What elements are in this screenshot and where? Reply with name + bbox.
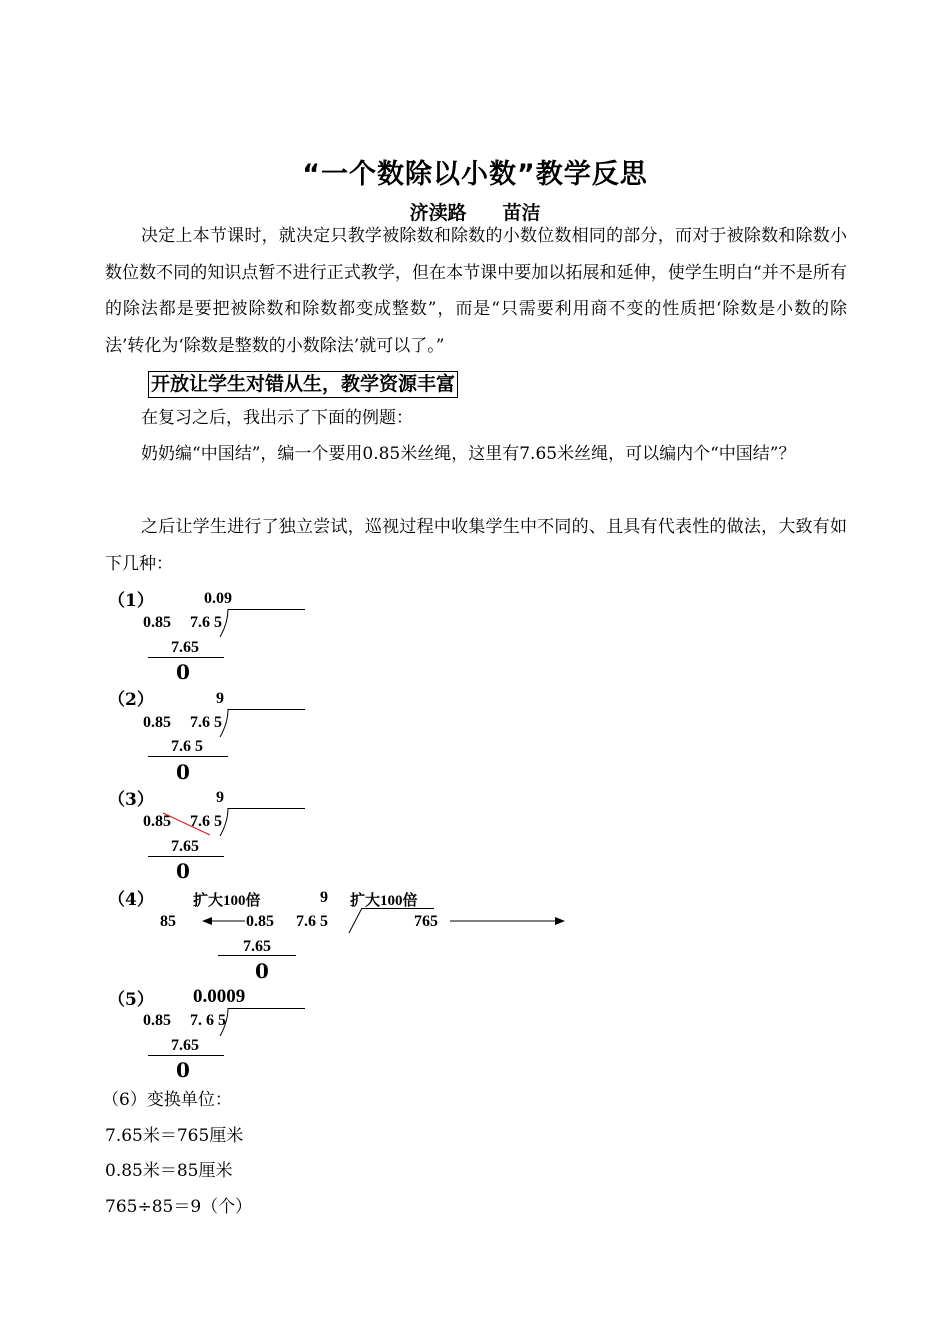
- author-name: 苗洁: [502, 202, 541, 224]
- division-bracket-1: [220, 609, 228, 637]
- division-bracket-5: [220, 1008, 228, 1036]
- document-title: “一个数除以小数”教学反思: [302, 159, 648, 190]
- intro-paragraph: 决定上本节课时，就决定只教学被除数和除数的小数位数相同的部分，而对于被除数和除数小数位数不同的知识点暂不进行正式教学，但在本节课中要加以拓展和延伸，使学生明白“并不是所有的除法都是要把被除数和除数都变成整数”，而是“只需要利用商不变的性质把‘除数是小数的除法’转化为‘除数是整数的小数除法’就可以了。”: [105, 226, 847, 356]
- dividend: 7.6 5: [296, 913, 328, 930]
- remainder: 0: [176, 859, 190, 883]
- dividend: 7. 6 5: [190, 1012, 226, 1029]
- divisor: 0.85: [143, 1012, 171, 1029]
- expansion-note-right: 扩大100倍: [350, 893, 418, 909]
- product: 7.6 5: [171, 738, 203, 755]
- remainder: 0: [255, 959, 269, 983]
- author-school: 济渎路: [409, 202, 467, 224]
- method-label: （1）: [108, 591, 154, 611]
- conversion-line-2: 0.85米＝85厘米: [105, 1161, 233, 1181]
- converted-dividend: 765: [414, 913, 438, 930]
- arrow-left-icon: [202, 917, 212, 925]
- remainder: 0: [176, 660, 190, 684]
- product: 7.65: [171, 1037, 199, 1054]
- expansion-note-left: 扩大100倍: [193, 893, 261, 909]
- division-result: 765÷85＝9（个）: [105, 1197, 253, 1217]
- dividend: 7.6 5: [190, 614, 222, 631]
- product: 7.65: [171, 639, 199, 656]
- division-bracket-3: [220, 808, 228, 836]
- strike-line: [163, 813, 210, 835]
- dividend: 7.6 5: [190, 714, 222, 731]
- paragraph-review: 在复习之后，我出示了下面的例题：: [141, 408, 413, 428]
- method-label: （3）: [108, 790, 154, 810]
- paragraph-attempts: 之后让学生进行了独立尝试，巡视过程中收集学生中不同的、且具有代表性的做法，大致有如下几种：: [105, 517, 847, 574]
- quotient: 0.09: [204, 590, 232, 607]
- section-heading: 开放让学生对错从生，教学资源丰富: [148, 371, 458, 398]
- arrow-right-icon: [555, 917, 565, 925]
- quotient: 9: [216, 690, 224, 707]
- divisor: 0.85: [143, 614, 171, 631]
- method-label: （5）: [108, 990, 154, 1010]
- paragraph-problem: 奶奶编“中国结”，编一个要用0.85米丝绳，这里有7.65米丝绳，可以编内个“中国结”？: [141, 444, 796, 464]
- quotient: 0.0009: [193, 986, 246, 1007]
- method-label: （2）: [108, 690, 154, 710]
- divisor: 0.85: [246, 913, 274, 930]
- method-label: （4）: [108, 890, 154, 910]
- divisor: 0.85: [143, 813, 171, 830]
- method-label: （6）变换单位：: [102, 1090, 232, 1110]
- conversion-line-1: 7.65米＝765厘米: [105, 1126, 244, 1146]
- quotient: 9: [320, 889, 328, 906]
- converted-divisor: 85: [160, 913, 176, 930]
- remainder: 0: [176, 1058, 190, 1082]
- product: 7.65: [243, 938, 271, 955]
- product: 7.65: [171, 838, 199, 855]
- quotient: 9: [216, 789, 224, 806]
- dividend: 7.6 5: [190, 813, 222, 830]
- division-bracket-2: [220, 709, 228, 737]
- divisor: 0.85: [143, 714, 171, 731]
- division-bracket-4: [349, 908, 362, 933]
- remainder: 0: [176, 760, 190, 784]
